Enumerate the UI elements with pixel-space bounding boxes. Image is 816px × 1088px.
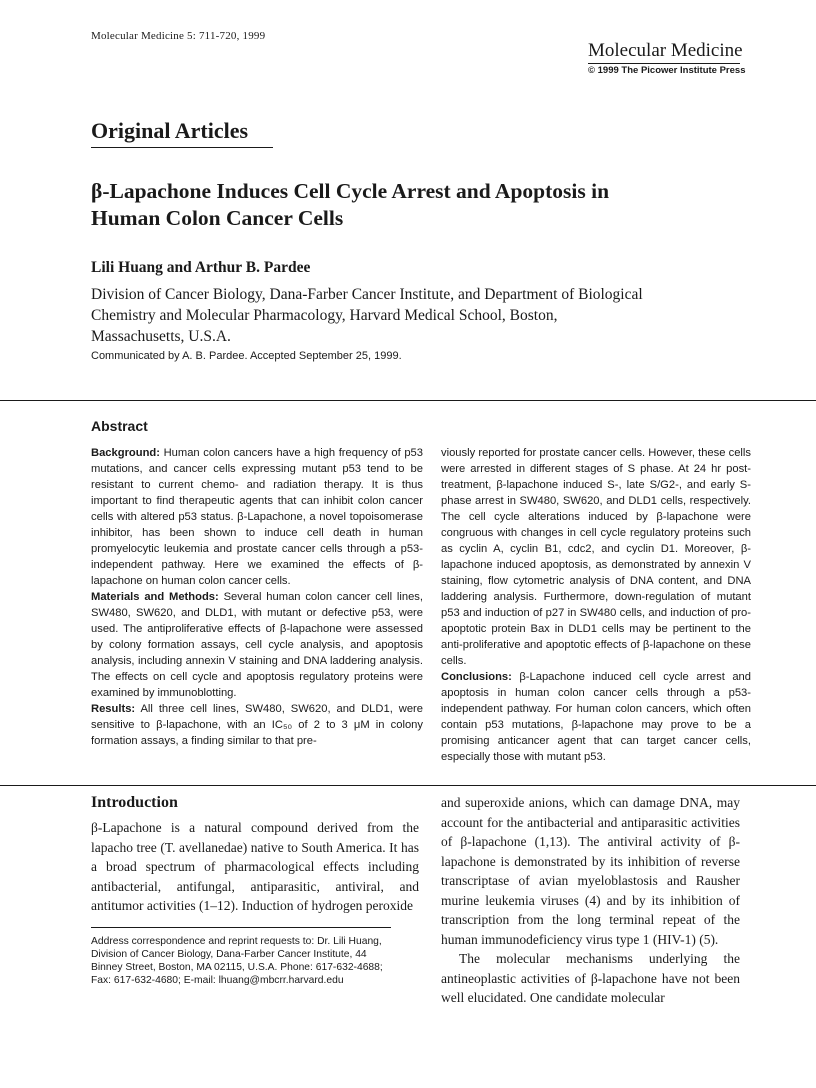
abstract-background	[91, 445, 423, 589]
author-affiliation: Division of Cancer Biology, Dana-Farber Cancer Institute, and Department of Biological Chemistry and Molecular Pharmacology, Harvard Medical School, Boston, Massachusetts, U.S.A.	[91, 286, 643, 345]
journal-citation: Molecular Medicine 5: 711-720, 1999	[91, 30, 266, 42]
abstract-bottom-rule	[0, 785, 816, 786]
abstract-conclusions	[441, 669, 751, 765]
conclusions-label: Conclusions:	[441, 671, 512, 683]
journal-name-rule	[588, 63, 740, 64]
correspondence-footnote: Address correspondence and reprint requests to: Dr. Lili Huang, Division of Cancer Biology, Dana-Farber Cancer Institute, 44 Binney Street, Boston, MA 02115, U.S.A. Phone: 617-632-4688; Fax: 617-632-4680; E-mail: lhuang@mbcrr.harvard.edu	[91, 936, 383, 986]
intro-paragraph-1-start: β-Lapachone is a natural compound derived from the lapacho tree (T. avellanedae) native to South America. It has a broad spectrum of pharmacological effects including antibacterial, antifungal, antiparasitic, antiviral, and antitumor activities (1–12). Induction of hydrogen peroxide	[91, 820, 419, 913]
results-text-part1: All three cell lines, SW480, SW620, and DLD1, were sensitive to β-lapachone, with an IC₅₀ of 2 to 3 μM in colony formation assays, a finding similar to that pre-	[91, 703, 423, 747]
results-label: Results:	[91, 703, 136, 715]
results-text-part2: viously reported for prostate cancer cells. However, these cells were arrested in different stages of S phase. At 24 hr post-treatment, β-lapachone induced S-, late S/G2-, and early S-phase arrest in SW480, SW620, and DLD1 cells, respectively. The cell cycle alterations induced by β-lapachone were congruous with changes in cell cycle regulatory proteins such as cyclin A, cyclin B1, cdc2, and cyclin D1. Moreover, β-lapachone induced apoptosis, as demonstrated by annexin V staining, flow cytometric analysis of DNA content, and DNA laddering analysis. Furthermore, down-regulation of mutant p53 and induction of p27 in SW480 cells, and induction of pro-apoptotic protein Bax in DLD1 cells may be pertinent to the anti-proliferative and apoptotic effects of β-lapachone on these cells.	[441, 447, 751, 667]
section-label: Original Articles	[91, 118, 249, 143]
methods-text: Several human colon cancer cell lines, SW480, SW620, and DLD1, with mutant or defective p53, were used. The antiproliferative effects of β-lapachone were assessed by colony formation assays, cell cycle analysis, and apoptosis analysis, including annexin V staining and DNA laddering analysis. The effects on cell cycle and apoptosis regulatory proteins were examined by immunoblotting.	[91, 591, 423, 699]
intro-paragraph-2: The molecular mechanisms underlying the antineoplastic activities of β-lapachone have not been well elucidated. One candidate molecular	[441, 951, 740, 1005]
abstract-methods	[91, 589, 423, 701]
conclusions-text: β-Lapachone induced cell cycle arrest and apoptosis in human colon cancer cells through a p53-independent pathway. For human colon cancers, which often contain p53 mutations, β-lapachone may prove to be a promising anticancer agent that can target cancer cells, especially those with mutant p53.	[441, 671, 751, 763]
background-label: Background:	[91, 447, 160, 459]
communicated-line: Communicated by A. B. Pardee. Accepted September 25, 1999.	[91, 350, 402, 362]
abstract-column-right	[441, 445, 751, 765]
journal-name: Molecular Medicine	[588, 40, 743, 61]
introduction-column-right	[441, 793, 740, 1008]
introduction-heading: Introduction	[91, 794, 178, 811]
abstract-heading: Abstract	[91, 418, 148, 434]
abstract-results-start	[91, 701, 423, 749]
article-authors: Lili Huang and Arthur B. Pardee	[91, 259, 311, 276]
journal-copyright: © 1999 The Picower Institute Press	[588, 65, 746, 76]
abstract-results-continued	[441, 445, 751, 669]
section-label-rule	[91, 147, 273, 148]
background-text: Human colon cancers have a high frequency of p53 mutations, and cancer cells expressing mutant p53 tend to be resistant to current chemo- and radiation therapy. It is thus important to find therapeutic agents that can inhibit colon cancer cells with altered p53 status. β-Lapachone, a novel topoisomerase inhibitor, has been shown to induce cell death in human promyelocytic leukemia and prostate cancer cells through a p53-independent pathway. Here we examined the effects of β-lapachone on human colon cancer cells.	[91, 447, 423, 587]
abstract-column-left	[91, 445, 423, 749]
introduction-column-left	[91, 818, 419, 916]
article-title: β-Lapachone Induces Cell Cycle Arrest and Apoptosis in Human Colon Cancer Cells	[91, 179, 610, 230]
footnote-rule	[91, 927, 391, 928]
methods-label: Materials and Methods:	[91, 591, 219, 603]
abstract-top-rule	[0, 400, 816, 401]
intro-paragraph-1-continued: and superoxide anions, which can damage DNA, may account for the antibacterial and antiparasitic activities of β-lapachone (1,13). The antiviral activity of β-lapachone is demonstrated by its inhibition of reverse transcriptase of avian myeloblastosis and Rausher murine leukemia viruses (4) and by its inhibition of transcription from the long terminal repeat of the human immunodeficiency virus type 1 (HIV-1) (5).	[441, 795, 740, 947]
